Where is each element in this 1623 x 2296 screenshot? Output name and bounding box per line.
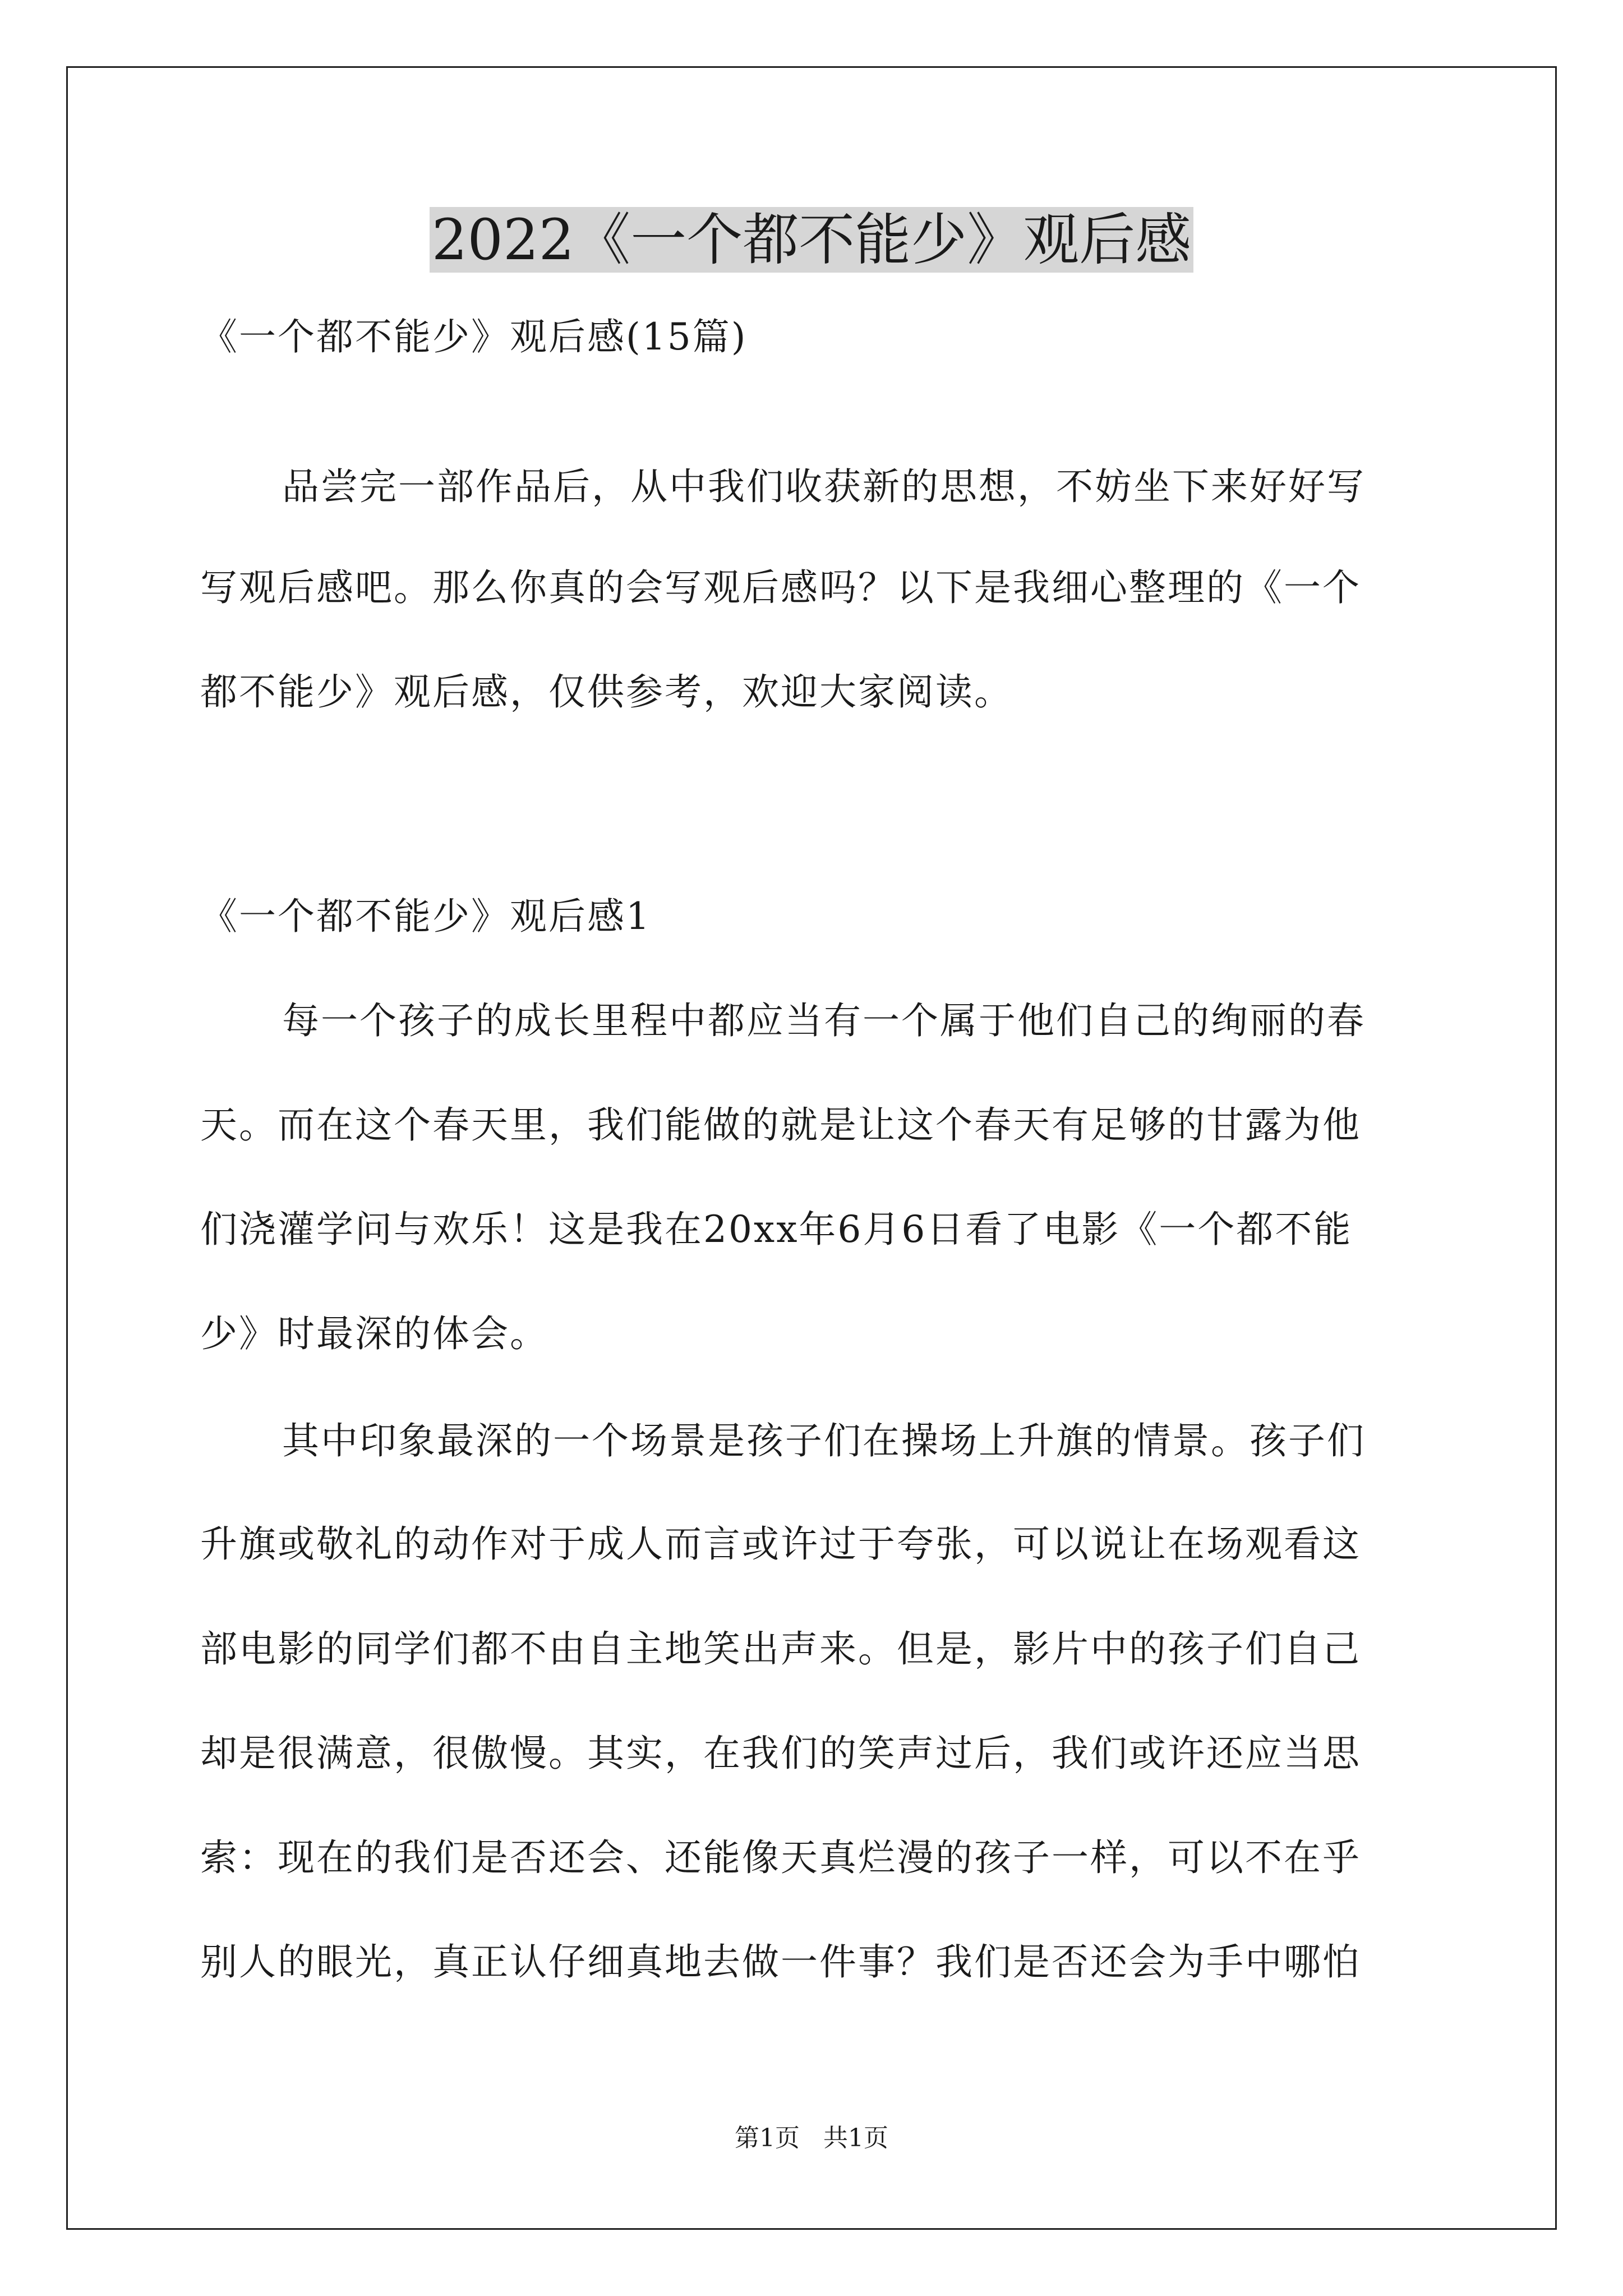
paragraph-line: 们浇灌学问与欢乐！这是我在20xx年6月6日看了电影《一个都不能 bbox=[200, 1208, 1353, 1251]
document-title-text: 2022《一个都不能少》观后感 bbox=[430, 207, 1194, 273]
paragraph-line: 天。而在这个春天里，我们能做的就是让这个春天有足够的甘露为他 bbox=[200, 1103, 1361, 1147]
page-footer: 第1页 共1页 bbox=[735, 2124, 888, 2152]
document-title bbox=[0, 201, 1623, 279]
paragraph-line: 每一个孩子的成长里程中都应当有一个属于他们自己的绚丽的春 bbox=[282, 999, 1366, 1042]
intro-line: 都不能少》观后感，仅供参考，欢迎大家阅读。 bbox=[200, 670, 1013, 714]
paragraph-line: 索：现在的我们是否还会、还能像天真烂漫的孩子一样，可以不在乎 bbox=[200, 1836, 1361, 1879]
intro-line: 写观后感吧。那么你真的会写观后感吗？以下是我细心整理的《一个 bbox=[200, 566, 1361, 609]
intro-line: 品尝完一部作品后，从中我们收获新的思想，不妨坐下来好好写 bbox=[282, 465, 1366, 508]
section-heading: 《一个都不能少》观后感1 bbox=[200, 895, 651, 938]
paragraph-line: 别人的眼光，真正认仔细真地去做一件事？我们是否还会为手中哪怕 bbox=[200, 1940, 1361, 1984]
paragraph-line: 却是很满意，很傲慢。其实，在我们的笑声过后，我们或许还应当思 bbox=[200, 1732, 1361, 1775]
paragraph-line: 部电影的同学们都不由自主地笑出声来。但是，影片中的孩子们自己 bbox=[200, 1627, 1361, 1671]
paragraph-line: 升旗或敬礼的动作对于成人而言或许过于夸张，可以说让在场观看这 bbox=[200, 1522, 1361, 1566]
paragraph-line: 其中印象最深的一个场景是孩子们在操场上升旗的情景。孩子们 bbox=[282, 1419, 1366, 1462]
document-subtitle: 《一个都不能少》观后感(15篇) bbox=[200, 315, 748, 358]
paragraph-line: 少》时最深的体会。 bbox=[200, 1312, 548, 1355]
